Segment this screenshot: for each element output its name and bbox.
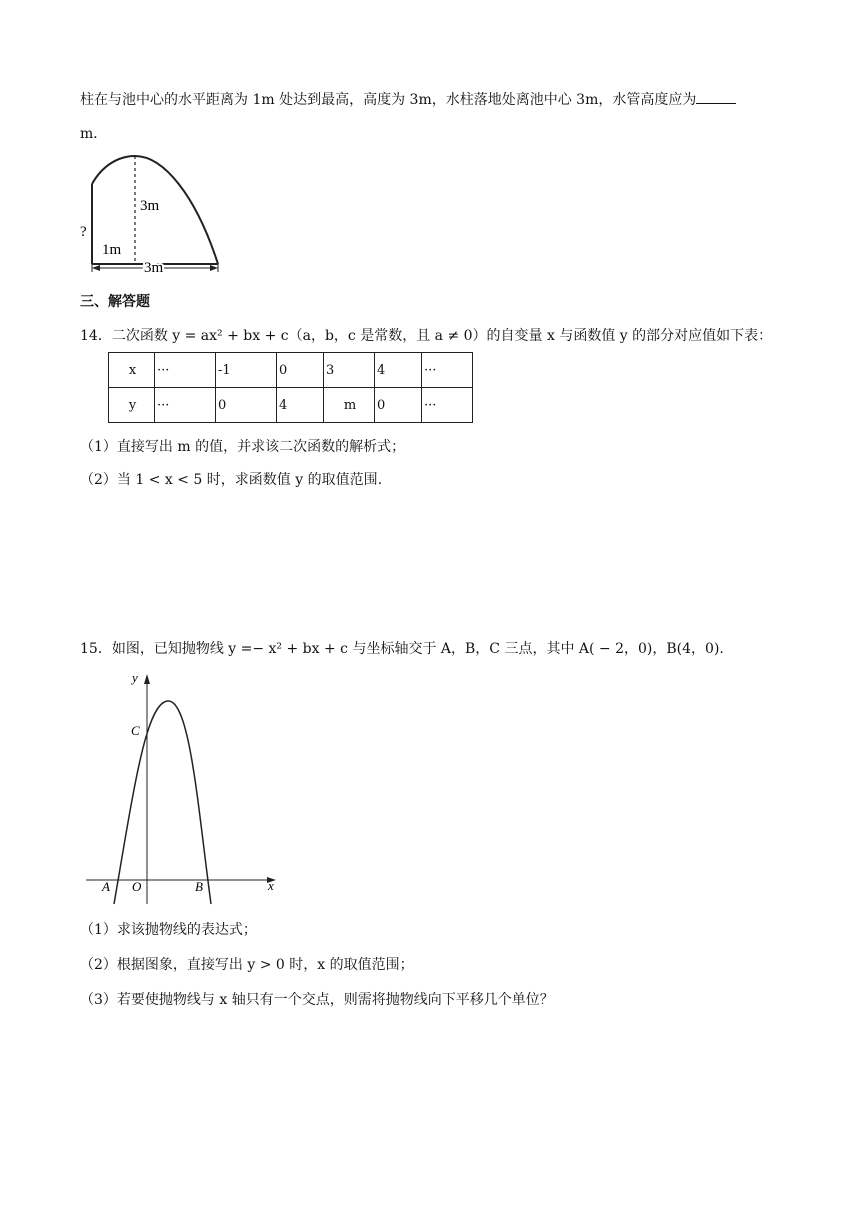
q15-parabola-graph [84, 668, 280, 908]
fig-bottom-label: 3m [144, 260, 164, 276]
parabola-curve [114, 701, 211, 904]
y-axis-arrow [144, 674, 150, 684]
y-axis-label: y [132, 670, 138, 685]
table-cell: m [324, 388, 375, 423]
q13-fountain-figure [78, 148, 228, 278]
table-cell: 3 [324, 353, 375, 388]
table-cell: 4 [277, 388, 324, 423]
table-cell: 4 [375, 353, 422, 388]
q14-stem: 14．二次函数 y = ax² + bx + c（a，b，c 是常数，且 a ≠ 0）的自变量 x 与函数值 y 的部分对应值如下表： [80, 328, 773, 344]
x-axis-label: x [268, 878, 274, 893]
q13-answer-blank[interactable] [696, 89, 736, 104]
table-cell: ··· [422, 388, 473, 423]
table-cell: 0 [375, 388, 422, 423]
table-row-x [109, 353, 473, 388]
q13-text: 柱在与池中心的水平距离为 1m 处达到最高，高度为 3m，水柱落地处离池中心 3m，水管高度应为 [80, 92, 697, 108]
dimension-arrow-right [210, 265, 218, 271]
point-a-label: A [102, 879, 110, 894]
q14-value-table [108, 352, 473, 423]
point-b-label: B [195, 879, 203, 894]
dimension-arrow-left [92, 265, 100, 271]
table-cell: x [109, 353, 155, 388]
table-cell: y [109, 388, 155, 423]
table-cell: ··· [155, 388, 216, 423]
fig-height-label: 3m [140, 198, 160, 214]
table-row-y [109, 388, 473, 423]
section-title: 三、解答题 [80, 294, 150, 310]
fig-unknown-label: ? [80, 224, 87, 240]
table-cell: 0 [277, 353, 324, 388]
table-cell: 0 [216, 388, 277, 423]
table-cell: ··· [422, 353, 473, 388]
origin-label: O [132, 879, 142, 894]
q15-sub2: （2）根据图象，直接写出 y > 0 时，x 的取值范围； [80, 957, 414, 973]
q15-sub3: （3）若要使抛物线与 x 轴只有一个交点，则需将抛物线向下平移几个单位？ [80, 992, 554, 1008]
q13-text-line [80, 89, 736, 110]
table-cell: -1 [216, 353, 277, 388]
q14-sub1: （1）直接写出 m 的值，并求该二次函数的解析式； [80, 439, 406, 455]
point-c-label: C [131, 723, 140, 738]
q15-sub1: （1）求该抛物线的表达式； [80, 922, 257, 938]
q14-sub2: （2）当 1 < x < 5 时，求函数值 y 的取值范围. [80, 472, 383, 488]
q15-stem: 15．如图，已知抛物线 y =− x² + bx + c 与坐标轴交于 A，B，C 三点，其中 A( − 2，0)，B(4，0). [80, 641, 724, 657]
q13-unit: m． [80, 126, 108, 142]
table-cell: ··· [155, 353, 216, 388]
fig-left-label: 1m [102, 242, 122, 258]
